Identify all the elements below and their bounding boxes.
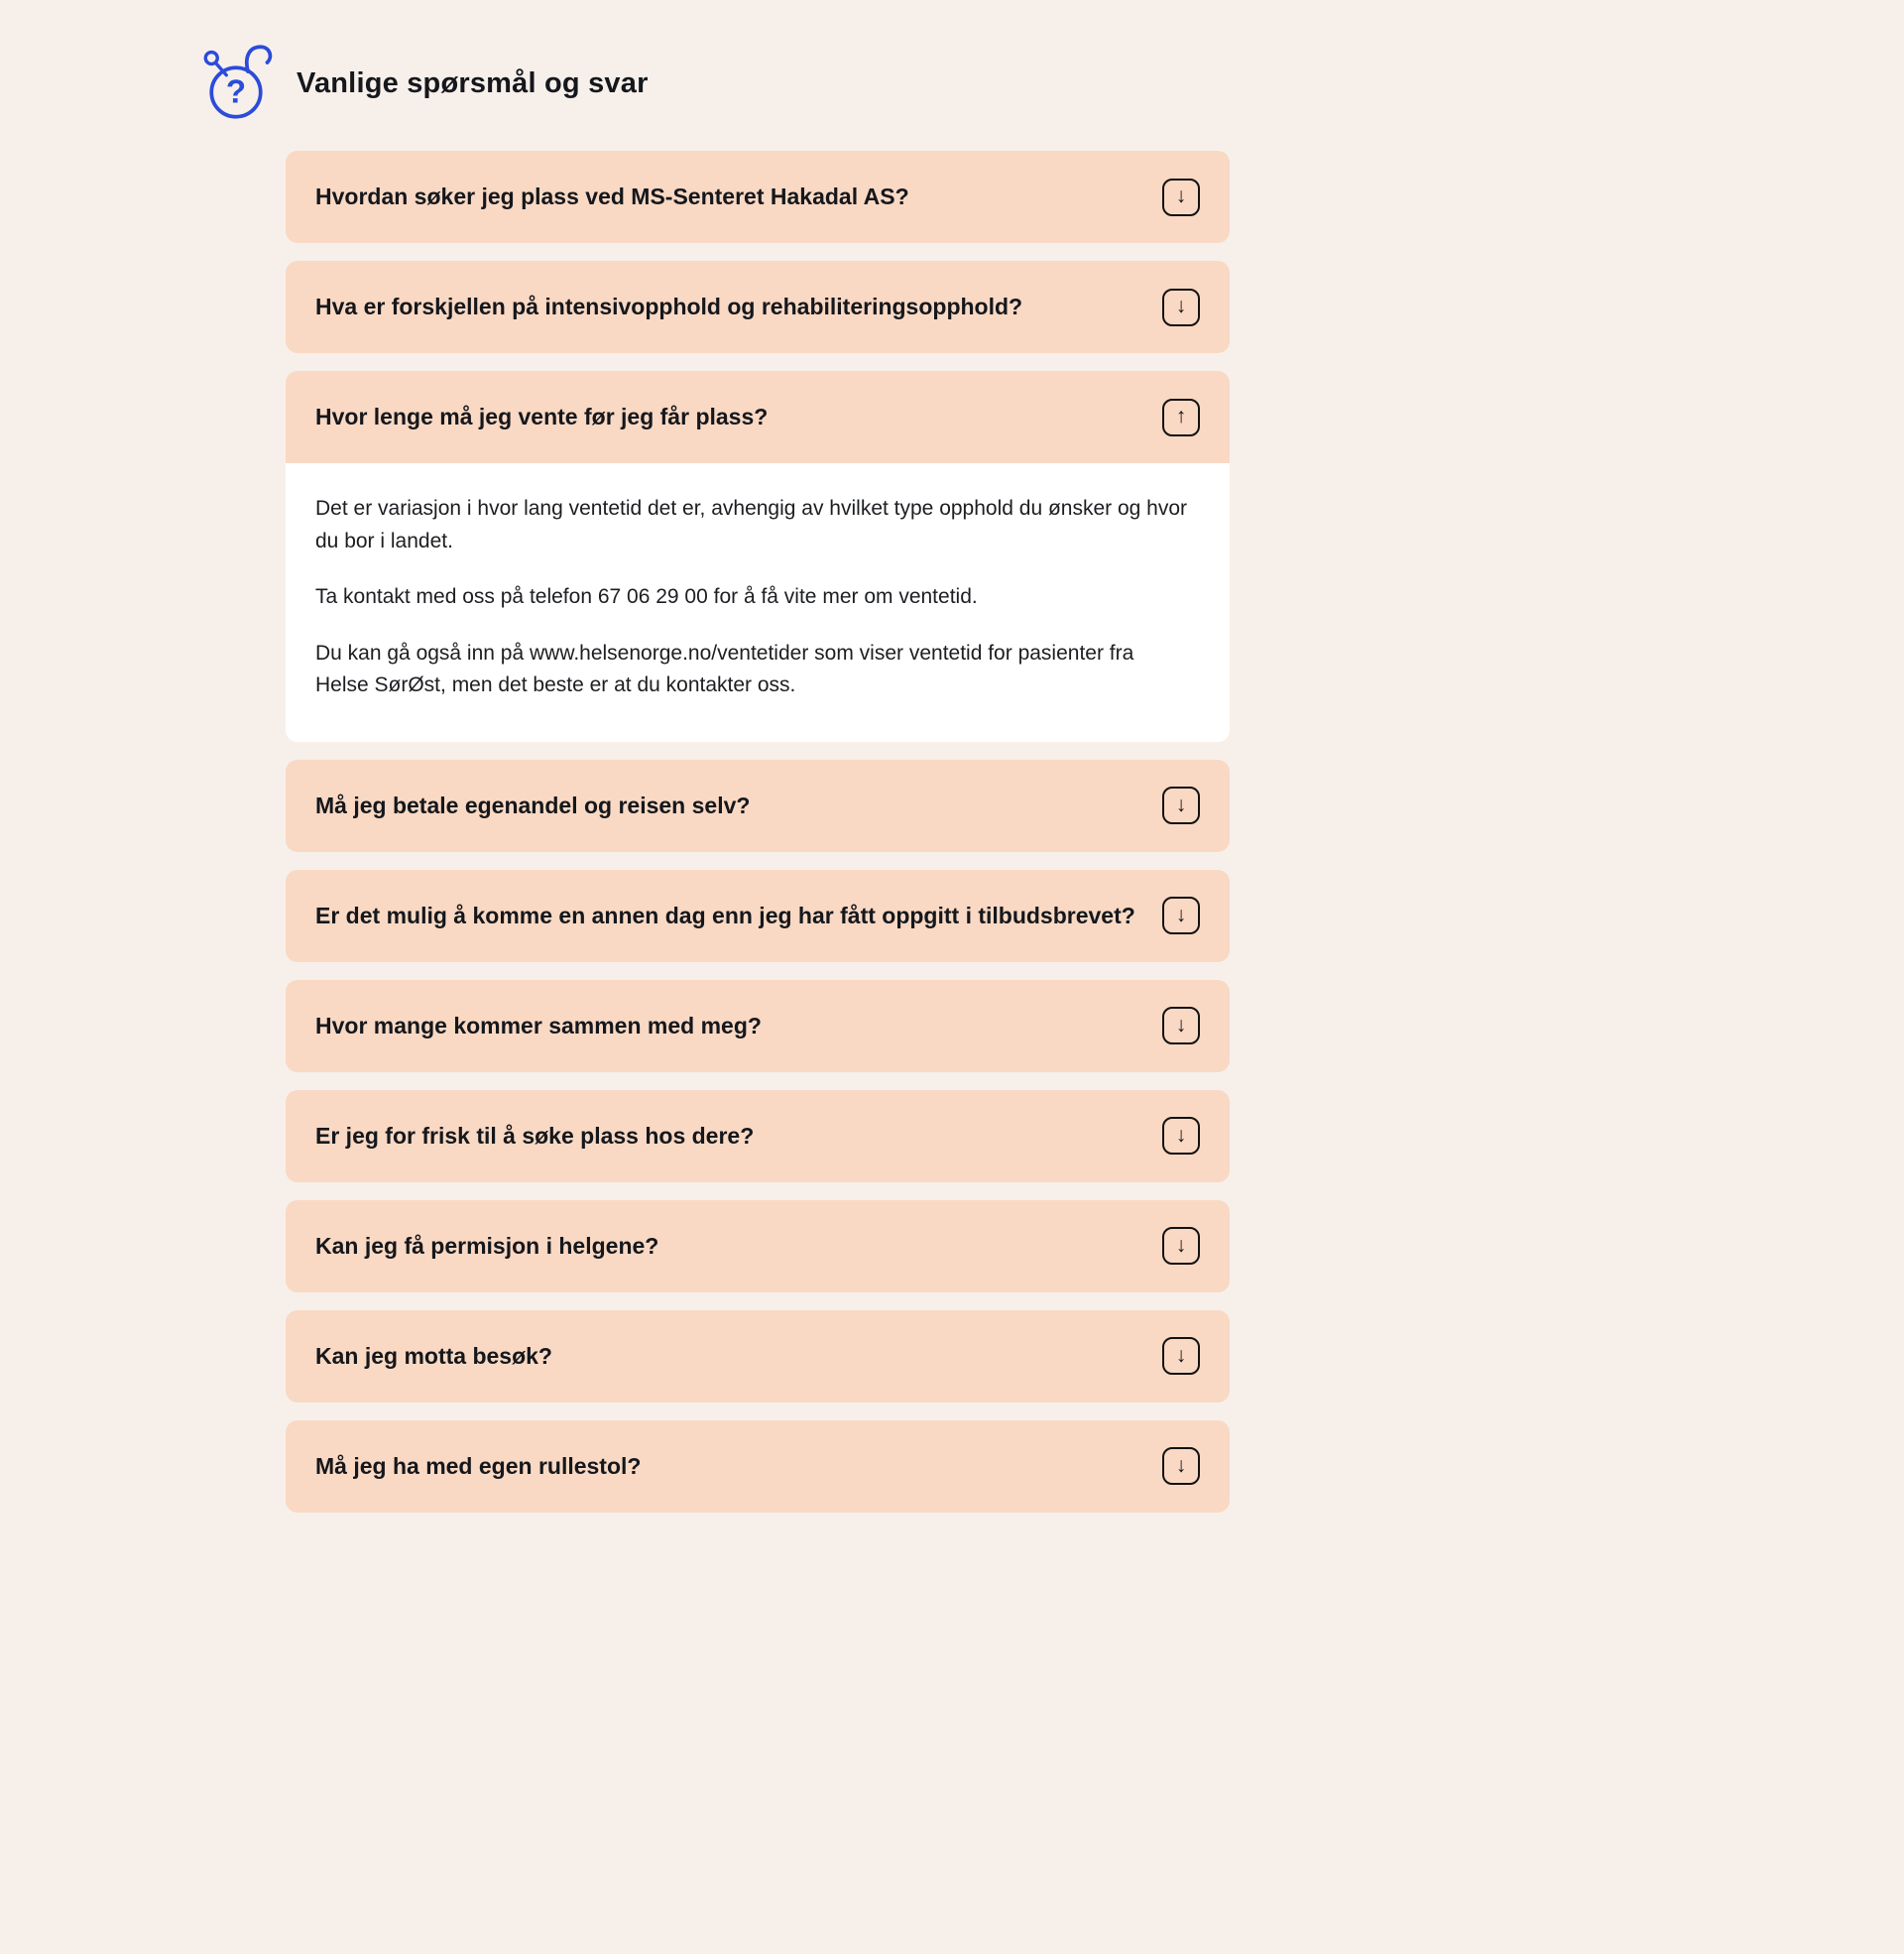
faq-question-label: Er det mulig å komme en annen dag enn jeg har fått oppgitt i tilbudsbrevet? <box>315 902 1135 928</box>
arrow-down-icon: ↓ <box>1175 1233 1187 1257</box>
faq-item-7 <box>286 1090 1230 1182</box>
arrow-up-icon: ↑ <box>1175 405 1187 427</box>
faq-question-label: Hvor lenge må jeg vente før jeg får plass? <box>315 404 769 430</box>
accordion-toggle-button[interactable] <box>1162 1117 1200 1155</box>
arrow-down-icon: ↓ <box>1175 184 1187 207</box>
faq-question-row[interactable] <box>286 980 1230 1072</box>
faq-question-row[interactable] <box>286 1090 1230 1182</box>
faq-item-9 <box>286 1310 1230 1403</box>
arrow-down-icon: ↓ <box>1175 1123 1187 1147</box>
faq-question-label: Hva er forskjellen på intensivopphold og rehabiliteringsopphold? <box>315 294 1023 320</box>
faq-question-label: Er jeg for frisk til å søke plass hos dere? <box>315 1122 755 1149</box>
faq-item-10 <box>286 1420 1230 1513</box>
arrow-down-icon: ↓ <box>1175 793 1187 816</box>
answer-paragraph: Det er variasjon i hvor lang ventetid det er, avhengig av hvilket type opphold du ønsker og hvor du bor i landet. <box>315 497 1188 552</box>
faq-question-row[interactable] <box>286 1200 1230 1292</box>
accordion-toggle-button[interactable] <box>1162 1447 1200 1485</box>
faq-question-row[interactable] <box>286 870 1230 962</box>
answer-paragraph: Ta kontakt med oss på telefon 67 06 29 00 for å få vite mer om ventetid. <box>315 585 978 609</box>
page-title: Vanlige spørsmål og svar <box>297 66 649 99</box>
faq-question-row[interactable] <box>286 760 1230 852</box>
faq-answer <box>286 463 1230 742</box>
faq-question-label: Kan jeg motta besøk? <box>315 1342 552 1369</box>
faq-question-label: Kan jeg få permisjon i helgene? <box>315 1232 659 1259</box>
faq-question-label: Hvor mange kommer sammen med meg? <box>315 1012 762 1038</box>
accordion-toggle-button[interactable] <box>1162 787 1200 824</box>
faq-item-8 <box>286 1200 1230 1292</box>
faq-item-5 <box>286 870 1230 962</box>
faq-item-4 <box>286 760 1230 852</box>
accordion-toggle-button[interactable] <box>1162 1007 1200 1044</box>
answer-paragraph: Du kan gå også inn på www.helsenorge.no/ventetider som viser ventetid for pasienter fra Helse SørØst, men det beste er at du kontakter oss. <box>315 641 1134 697</box>
accordion-toggle-button[interactable] <box>1162 1337 1200 1375</box>
faq-question-row[interactable] <box>286 371 1230 463</box>
accordion-toggle-button[interactable] <box>1162 289 1200 326</box>
arrow-down-icon: ↓ <box>1175 903 1187 926</box>
arrow-down-icon: ↓ <box>1175 1343 1187 1367</box>
accordion-toggle-button[interactable] <box>1162 897 1200 934</box>
faq-item-1 <box>286 151 1230 243</box>
faq-question-row[interactable] <box>286 261 1230 353</box>
faq-question-label: Hvordan søker jeg plass ved MS-Senteret Hakadal AS? <box>315 183 909 210</box>
question-mark-stethoscope-icon <box>201 42 277 125</box>
faq-question-row[interactable] <box>286 1420 1230 1513</box>
arrow-down-icon: ↓ <box>1175 1013 1187 1037</box>
svg-text:?: ? <box>225 72 247 110</box>
faq-item-3 <box>286 371 1230 742</box>
faq-question-row[interactable] <box>286 151 1230 243</box>
accordion-toggle-button[interactable] <box>1162 1227 1200 1265</box>
faq-question-label: Må jeg ha med egen rullestol? <box>315 1452 642 1479</box>
page-header <box>201 42 1904 125</box>
accordion-toggle-button[interactable] <box>1162 179 1200 216</box>
accordion-toggle-button[interactable] <box>1162 399 1200 436</box>
faq-item-6 <box>286 980 1230 1072</box>
faq-question-label: Må jeg betale egenandel og reisen selv? <box>315 792 751 818</box>
arrow-down-icon: ↓ <box>1175 295 1187 317</box>
arrow-down-icon: ↓ <box>1175 1453 1187 1477</box>
faq-question-row[interactable] <box>286 1310 1230 1403</box>
faq-item-2 <box>286 261 1230 353</box>
faq-list <box>286 151 1230 1592</box>
